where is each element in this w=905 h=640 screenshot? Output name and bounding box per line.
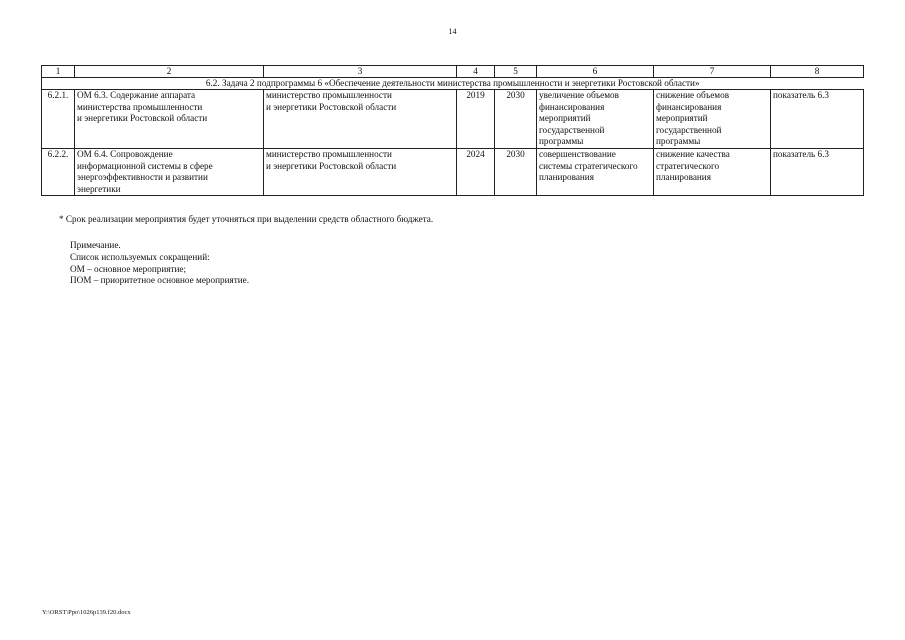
header-cell: 3 [264, 66, 457, 78]
start-year: 2024 [457, 148, 495, 195]
header-cell: 5 [495, 66, 537, 78]
abbreviation-item: ОМ – основное мероприятие; [70, 263, 187, 274]
text-line: государственной [656, 124, 722, 135]
header-cell: 4 [457, 66, 495, 78]
text-line: программы [539, 136, 584, 147]
indicator-cell: показатель 6.3 [771, 90, 864, 149]
notes-heading: Примечание. [70, 240, 121, 250]
executor-cell [264, 148, 457, 195]
text-line: государственной [539, 124, 605, 135]
start-year: 2019 [457, 90, 495, 149]
text-line: финансирования [539, 101, 605, 112]
text-line: финансирования [656, 101, 722, 112]
file-path: Y:\ORST\Ppo\1026p139.f20.docx [42, 609, 131, 616]
text-line: стратегического [656, 160, 720, 171]
footnote: * Срок реализации мероприятия будет уточняться при выделении средств областного бюджета. [59, 214, 434, 224]
table-header-row [42, 66, 864, 78]
text-line: энергетики [77, 183, 121, 194]
text-line: министерство промышленности [266, 90, 392, 100]
consequence-cell [654, 148, 771, 195]
text-line: и энергетики Ростовской области [266, 160, 397, 171]
text-line: программы [656, 136, 701, 147]
result-cell [537, 90, 654, 149]
text-line: снижение качества [656, 148, 730, 159]
section-row [42, 78, 864, 90]
header-cell: 2 [75, 66, 264, 78]
notes-block [70, 240, 249, 287]
page-number: 14 [448, 27, 457, 36]
text-line: планирования [656, 172, 711, 183]
abbreviation-item: ПОМ – приоритетное основное мероприятие. [70, 275, 250, 286]
end-year: 2030 [495, 148, 537, 195]
text-line: увеличение объемов [539, 90, 619, 100]
result-cell [537, 148, 654, 195]
text-line: ОМ 6.4. Сопровождение [77, 148, 173, 159]
row-number: 6.2.1. [42, 90, 75, 149]
text-line: информационной системы в сфере [77, 160, 213, 171]
measures-table [41, 65, 864, 196]
header-cell: 8 [771, 66, 864, 78]
text-line: министерство промышленности [266, 148, 392, 159]
table-row [42, 148, 864, 195]
text-line: снижение объемов [656, 90, 730, 100]
text-line: мероприятий [539, 113, 591, 124]
measure-name-cell [75, 90, 264, 149]
indicator-cell: показатель 6.3 [771, 148, 864, 195]
consequence-cell [654, 90, 771, 149]
text-line: и энергетики Ростовской области [77, 113, 208, 124]
text-line: министерства промышленности [77, 101, 203, 112]
text-line: энергоэффективности и развитии [77, 172, 208, 183]
text-line: совершенствование [539, 148, 616, 159]
table-row [42, 90, 864, 149]
header-cell: 6 [537, 66, 654, 78]
end-year: 2030 [495, 90, 537, 149]
abbreviations-heading: Список используемых сокращений: [70, 251, 210, 262]
text-line: и энергетики Ростовской области [266, 101, 397, 112]
text-line: планирования [539, 172, 594, 183]
section-title: 6.2. Задача 2 подпрограммы 6 «Обеспечение деятельности министерства промышленности и энергетики Ростовской области» [42, 78, 864, 90]
text-line: ОМ 6.3. Содержание аппарата [77, 90, 196, 100]
row-number: 6.2.2. [42, 148, 75, 195]
text-line: системы стратегического [539, 160, 638, 171]
text-line: мероприятий [656, 113, 708, 124]
header-cell: 7 [654, 66, 771, 78]
executor-cell [264, 90, 457, 149]
measure-name-cell [75, 148, 264, 195]
header-cell: 1 [42, 66, 75, 78]
